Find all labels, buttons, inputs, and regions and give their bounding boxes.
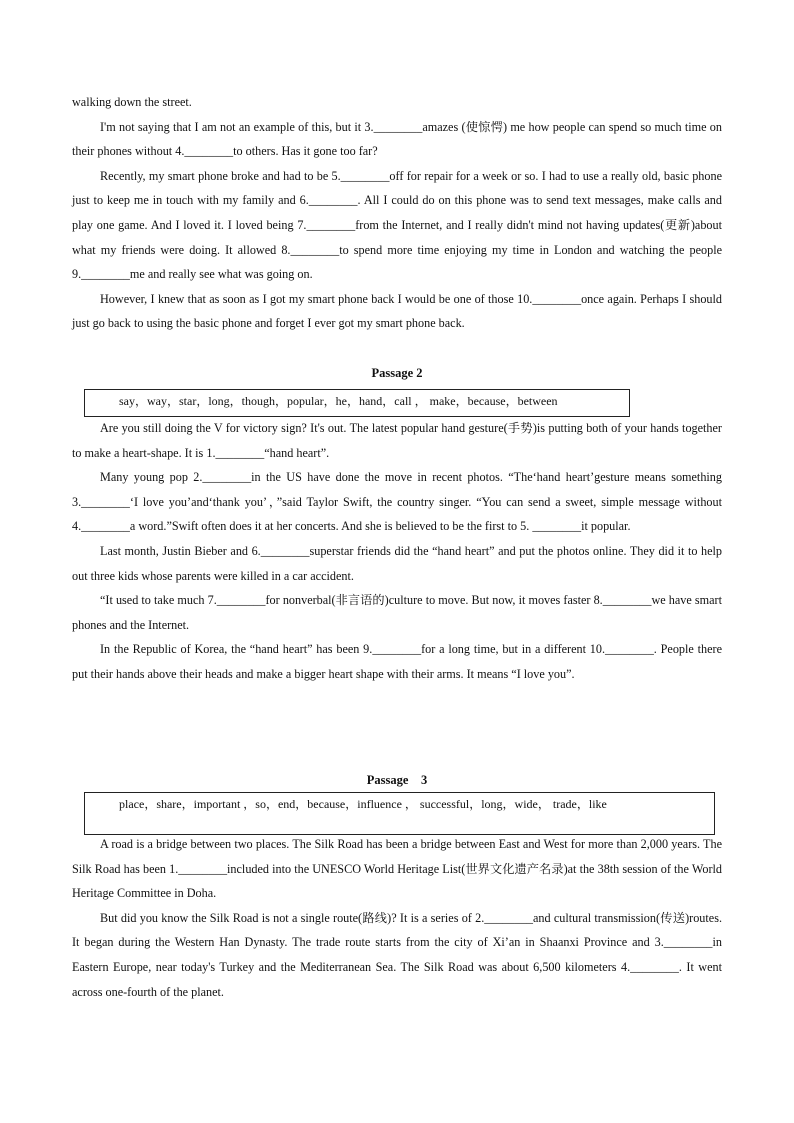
- passage3-title: Passage 3: [366, 773, 428, 787]
- intro-paragraph-3: Recently, my smart phone broke and had to be 5.________off for repair for a week or so. I had to use a really old, basic phone just to keep me in touch with my family and 6.________. All I could do on this phone was to send text messages, make calls and play one game. And I loved it. I loved being 7.________from the Internet, and I really didn't mind not having updates(更新)about what my friends were doing. It allowed 8.________to spend more time enjoying my time in London and watching the people 9.________me and really see what was going on.: [72, 168, 722, 282]
- passage3-body: [72, 832, 722, 1004]
- passage2-word-box: [84, 389, 630, 417]
- passage2-paragraph-5: In the Republic of Korea, the “hand heart” has been 9.________for a long time, but in a different 10.________. People there put their hands above their heads and make a bigger heart shape with their arms. It means “I love you”.: [72, 642, 722, 681]
- intro-paragraph-4: However, I knew that as soon as I got my smart phone back I would be one of those 10.________once again. Perhaps I should just go back to using the basic phone and forget I ever got my smart phone back.: [72, 291, 722, 331]
- passage3-paragraph-1: A road is a bridge between two places. The Silk Road has been a bridge between East and West for more than 2,000 years. The Silk Road has been 1.________included into the UNESCO World Heritage List(世界文化遗产名录)at the 38th session of the World Heritage Committee in Doha.: [72, 837, 722, 901]
- passage3-word-box: [84, 792, 715, 835]
- passage3-paragraph-2: But did you know the Silk Road is not a single route(路线)? It is a series of 2.________and cultural transmission(传送)routes. It began during the Western Han Dynasty. The trade route starts from the city of Xi’an in Shaanxi Province and 3.________in Eastern Europe, near today's Turkey and the Mediterranean Sea. The Silk Road was about 6,500 kilometers 4.________. It went across one-fourth of the planet.: [72, 910, 722, 999]
- passage2-paragraph-4: “It used to take much 7.________for nonverbal(非言语的)culture to move. But now, it moves faster 8.________we have smart phones and the Internet.: [72, 593, 722, 632]
- passage2-paragraph-3: Last month, Justin Bieber and 6.________superstar friends did the “hand heart” and put the photos online. They did it to help out three kids whose parents were killed in a car accident.: [72, 543, 722, 583]
- passage2-paragraph-1: Are you still doing the V for victory sign? It's out. The latest popular hand gesture(手势)is putting both of your hands together to make a heart-shape. It is 1.________“hand heart”.: [72, 421, 722, 460]
- passage2-body: [72, 416, 722, 687]
- passage2-title: Passage 2: [371, 366, 423, 380]
- intro-section: [72, 90, 722, 336]
- intro-paragraph-2: I'm not saying that I am not an example of this, but it 3.________amazes (使惊愕) me how people can spend so much time on their phones without 4.________to others. Has it gone too far?: [72, 119, 722, 159]
- intro-paragraph-1: walking down the street.: [72, 95, 192, 109]
- passage3-word-list: place，share，important ，so，end，because，influence ， successful，long，wide， trade，like: [119, 797, 607, 811]
- passage2-word-list: say，way，star，long，though，popular，he，hand，call ， make，because，between: [119, 394, 558, 408]
- passage2-paragraph-2: Many young pop 2.________in the US have done the move in recent photos. “The‘hand heart’gesture means something 3.________‘I love you’and‘thank you’，”said Taylor Swift, the country singer. “You can send a sweet, simple message without 4.________a word.”Swift often does it at her concerts. And she is believed to be the first to 5. ________it popular.: [72, 470, 722, 534]
